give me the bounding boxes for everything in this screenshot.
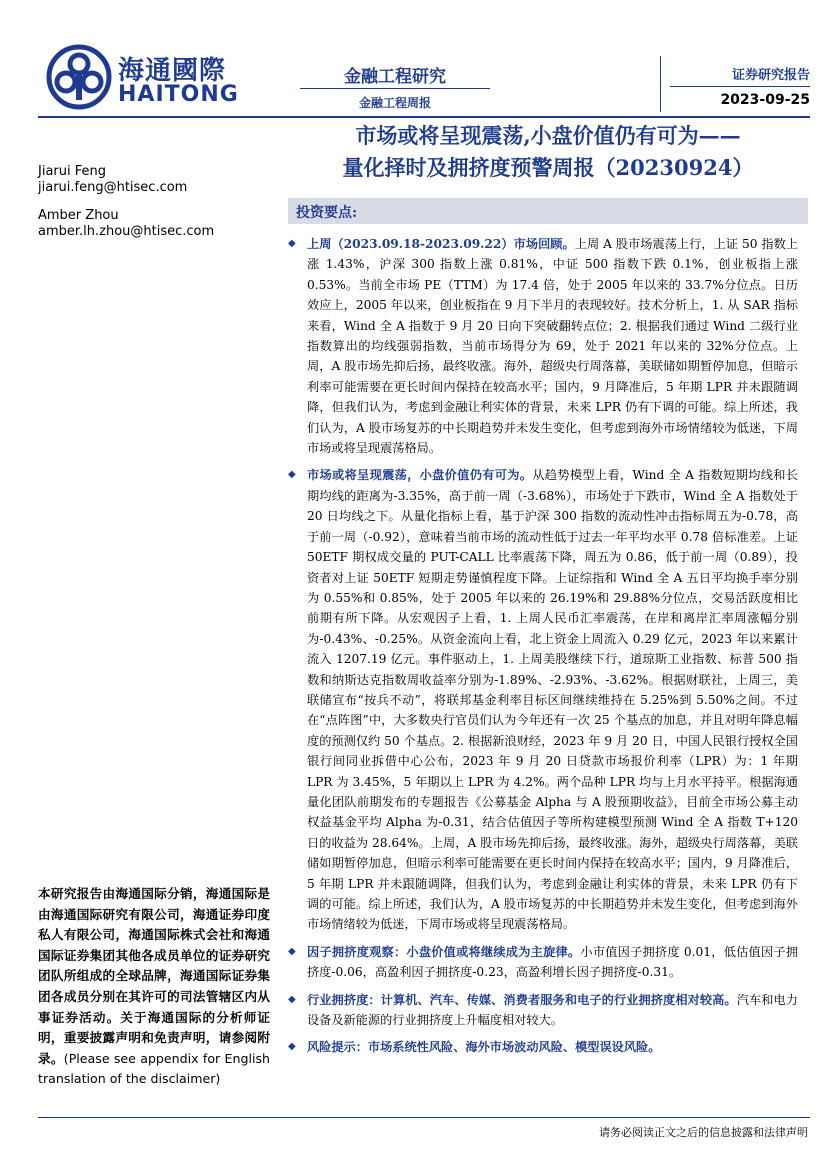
disclaimer [38, 884, 270, 1090]
logo-english-text: HAITONG [118, 82, 239, 107]
report-date: 2023-09-25 [720, 92, 810, 108]
summary-item-lead: 市场或将呈现震荡，小盘价值仍有可为。 [307, 468, 533, 483]
report-type: 证券研究报告 [731, 68, 810, 83]
author-email: jiarui.feng@htisec.com [38, 180, 188, 195]
summary-item [288, 234, 798, 458]
summary-item-body: 从趋势模型上看，Wind 全 A 指数短期均线和长期均线的距离为-3.35%，高于前一周（-3.68%），市场处于下跌市，Wind 全 A 指数处于 20 日均线之下。从量化指标上看，基于沪深 300 指数的流动性冲击指标周五为-0.78，高于前一周（-0.92），意味着当前市场的流动性低于过去一年平均水平 0.78 倍标准差。上证 50ETF 期权成交量的 PUT-CALL 比率震荡下降，周五为 0.86，低于前一周（0.89），投资者对上证 50ETF 短期走势谨慎程度下降。上证综指和 Wind 全 A 五日平均换手率分别为 0.55%和 0.85%，处于 2005 年以来的 26.19%和 29.88%分位点，交易活跃度相比前期有所下降。从宏观因子上看，1. 上周人民币汇率震荡，在岸和离岸汇率周涨幅分别为-0.43%、-0.25%。从资金流向上看，北上资金上周流入 0.29 亿元，2023 年以来累计流入 1207.19 亿元。事件驱动上，1. 上周美股继续下行，道琼斯工业指数、标普 500 指数和纳斯达克指数周收益率分别为-1.89%、-2.93%、-3.62%。根据财联社，上周三，美联储宣布“按兵不动”，将联邦基金利率目标区间继续维持在 5.25%到 5.50%之间。不过在“点阵图”中，大多数央行官员们认为今年还有一次 25 个基点的加息，并且对明年降息幅度的预测仅约 50 个基点。2. 根据新浪财经，2023 年 9 月 20 日，中国人民银行授权全国银行间同业拆借中心公布，2023 年 9 月 20 日贷款市场报价利率（LPR）为：1 年期 LPR 为 3.45%，5 年期以上 LPR 为 4.2%。两个品种 LPR 均与上月水平持平。根据海通量化团队前期发布的专题报告《公募基金 Alpha 与 A 股预期收益》，目前全市场公募主动权益基金平均 Alpha 为-0.31，结合估值因子等所构建模型预测 Wind 全 A 指数 T+120 日的收益为 28.64%。上周，A 股市场先抑后扬，最终收涨。海外，超级央行周落幕，美联储如期暂停加息，但暗示利率可能需要在更长时间内保持在较高水平；国内，9 月降准后，5 年期 LPR 并未跟随调降，但我们认为，考虑到金融让利实体的背景，未来 LPR 仍有下调的可能。综上所述，我们认为，A 股市场复苏的中长期趋势并未发生变化，但考虑到海外市场情绪较为低迷，下周市场或将呈现震荡格局。 [307, 468, 798, 932]
report-title-line2: 量化择时及拥挤度预警周报（20230924） [342, 155, 754, 180]
section-title: 金融工程研究 [344, 67, 446, 87]
author-name: Amber Zhou [38, 208, 119, 223]
author-email: amber.lh.zhou@htisec.com [38, 224, 215, 239]
header-divider-right [670, 86, 810, 87]
disclaimer-english: (Please see appendix for English translation of the disclaimer) [38, 1050, 270, 1087]
summary-list [288, 234, 798, 1065]
summary-item [288, 1037, 798, 1057]
summary-item [288, 465, 798, 934]
summary-item [288, 942, 798, 983]
report-title-line1: 市场或将呈现震荡,小盘价值仍有可为—— [355, 123, 741, 148]
summary-item-lead: 因子拥挤度观察：小盘价值或将继续成为主旋律。 [307, 944, 581, 959]
author-name: Jiarui Feng [38, 164, 106, 179]
header-bottom-rule [38, 116, 810, 118]
haitong-emblem-icon [46, 44, 112, 110]
section-subtitle: 金融工程周报 [358, 96, 431, 110]
summary-item-body: 小市值因子拥挤度 0.01，低估值因子拥挤度-0.06，高盈利因子拥挤度-0.23，高盈利增长因子拥挤度-0.31。 [307, 944, 799, 980]
header-divider-center [300, 88, 490, 89]
summary-item-body: 汽车和电力设备及新能源的行业拥挤度上升幅度相对较大。 [307, 992, 798, 1028]
footer-rule [38, 1117, 810, 1118]
haitong-logo [46, 44, 246, 114]
summary-item-lead: 上周（2023.09.18-2023.09.22）市场回顾。 [307, 237, 575, 251]
summary-item-lead: 行业拥挤度：计算机、汽车、传媒、消费者服务和电子的行业拥挤度相对较高。 [307, 992, 737, 1007]
summary-header-bar [288, 198, 808, 224]
summary-item-body: 上周 A 股市场震荡上行，上证 50 指数上涨 1.43%，沪深 300 指数上涨 0.81%，中证 500 指数下跌 0.1%，创业板指上涨 0.53%。当前全市场 PE（TTM）为 17.4 倍，处于 2005 年以来的 33.7%分位点。日历效应上，2005 年以来，创业板指在 9 月下半月的表现较好。技术分析上，1. 从 SAR 指标来看，Wind 全 A 指数于 9 月 20 日向下突破翻转点位；2. 根据我们通过 Wind 二级行业指数算出的均线强弱指数，当前市场得分为 69，处于 2021 年以来的 32%分位点。上周，A 股市场先抑后扬，最终收涨。海外，超级央行周落幕，美联储如期暂停加息，但暗示利率可能需要在更长时间内保持在较高水平；国内，9 月降准后，5 年期 LPR 并未跟随调降，但我们认为，考虑到金融让利实体的背景，未来 LPR 仍有下调的可能。综上所述，我们认为，A 股市场复苏的中长期趋势并未发生变化，但考虑到海外市场情绪较为低迷，下周市场或将呈现震荡格局。 [307, 237, 798, 456]
summary-label: 投资要点: [296, 205, 358, 221]
footer-notice: 请务必阅读正文之后的信息披露和法律声明 [599, 1126, 808, 1139]
disclaimer-chinese: 本研究报告由海通国际分销，海通国际是由海通国际研究有限公司，海通证券印度私人有限公司，海通国际株式会社和海通国际证券集团其他各成员单位的证券研究团队所组成的全球品牌，海通国际证券集团各成员分别在其许可的司法管辖区内从事证券活动。关于海通国际的分析师证明，重要披露声明和免责声明，请参阅附录。 [38, 886, 270, 1066]
summary-item [288, 990, 798, 1031]
logo-chinese-text: 海通國際 [118, 56, 227, 86]
summary-item-lead: 风险提示：市场系统性风险、海外市场波动风险、模型误设风险。 [307, 1040, 661, 1055]
